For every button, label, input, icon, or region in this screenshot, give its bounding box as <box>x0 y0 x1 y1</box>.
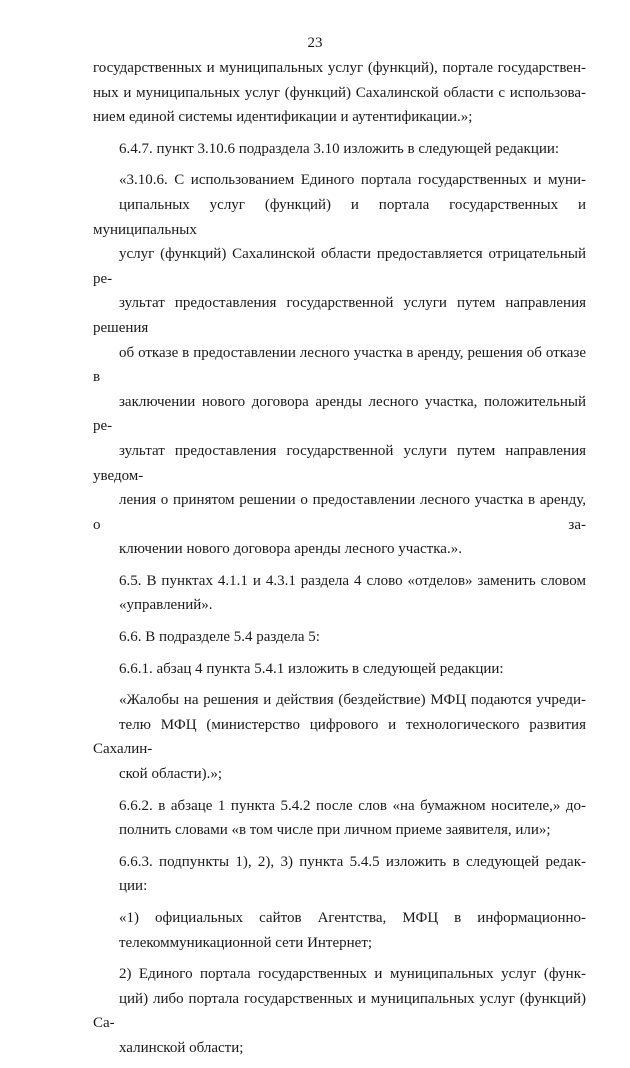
paragraph <box>93 657 586 682</box>
paragraph <box>93 962 586 1060</box>
paragraph <box>93 850 586 899</box>
paragraph <box>93 625 586 650</box>
text-line: ции: <box>119 878 148 895</box>
text-line: телю МФЦ (министерство цифрового и технологического развития Сахалин- <box>93 716 586 758</box>
text-line: «1) официальных сайтов Агентства, МФЦ в информационно- <box>119 910 586 926</box>
text-line: 2) Единого портала государственных и муниципальных услуг (функ- <box>119 966 586 983</box>
text-line: нием единой системы идентификации и аутентификации.»; <box>93 109 473 126</box>
text-line: 6.6.1. абзац 4 пункта 5.4.1 изложить в следующей редакции: <box>119 660 504 677</box>
text-line: «3.10.6. С использованием Единого портала государственных и муни- <box>119 172 586 189</box>
text-line: «управлений». <box>119 597 213 614</box>
paragraph <box>93 137 586 162</box>
text-line: халинской области; <box>119 1039 244 1056</box>
document-body <box>93 56 586 1068</box>
text-line: услуг (функций) Сахалинской области предоставляется отрицательный ре- <box>93 246 586 287</box>
text-line: ципальных услуг (функций) и портала государственных и муниципальных <box>93 196 586 238</box>
text-line: зультат предоставления государственной услуги путем направления уведом- <box>93 442 586 484</box>
paragraph <box>93 569 586 618</box>
text-line: «Жалобы на решения и действия (бездействие) МФЦ подаются учреди- <box>119 692 586 709</box>
text-line: ления о принятом решении о предоставлении лесного участка в аренду, о за- <box>93 492 586 533</box>
paragraph <box>93 794 586 843</box>
paragraph <box>93 168 586 562</box>
paragraph <box>93 688 586 786</box>
text-line: ций) либо портала государственных и муниципальных услуг (функций) Са- <box>93 990 586 1032</box>
text-line: ской области).»; <box>119 766 223 783</box>
text-line: об отказе в предоставлении лесного участка в аренду, решения об отказе в <box>93 344 586 386</box>
page-number: 23 <box>307 35 323 51</box>
text-line: заключении нового договора аренды лесного участка, положительный ре- <box>93 393 586 435</box>
text-line: полнить словами «в том числе при личном приеме заявителя, или»; <box>119 822 551 839</box>
text-line: 6.4.7. пункт 3.10.6 подраздела 3.10 изложить в следующей редакции: <box>119 140 560 157</box>
text-line: 6.6.3. подпункты 1), 2), 3) пункта 5.4.5 изложить в следующей редак- <box>119 853 586 870</box>
text-line: ключении нового договора аренды лесного участка.». <box>119 541 462 558</box>
text-line: зультат предоставления государственной услуги путем направления решения <box>93 295 586 336</box>
text-line: телекоммуникационной сети Интернет; <box>119 934 373 951</box>
text-line: ных и муниципальных услуг (функций) Сахалинской области с использова- <box>93 84 586 101</box>
paragraph <box>93 56 586 130</box>
text-line: 6.5. В пунктах 4.1.1 и 4.3.1 раздела 4 слово «отделов» заменить словом <box>119 572 586 589</box>
paragraph <box>93 906 586 955</box>
text-line: 6.6.2. в абзаце 1 пункта 5.4.2 после слов «на бумажном носителе,» до- <box>119 797 586 814</box>
text-line: государственных и муниципальных услуг (функций), портале государствен- <box>93 60 586 76</box>
text-line: 6.6. В подразделе 5.4 раздела 5: <box>119 629 320 646</box>
